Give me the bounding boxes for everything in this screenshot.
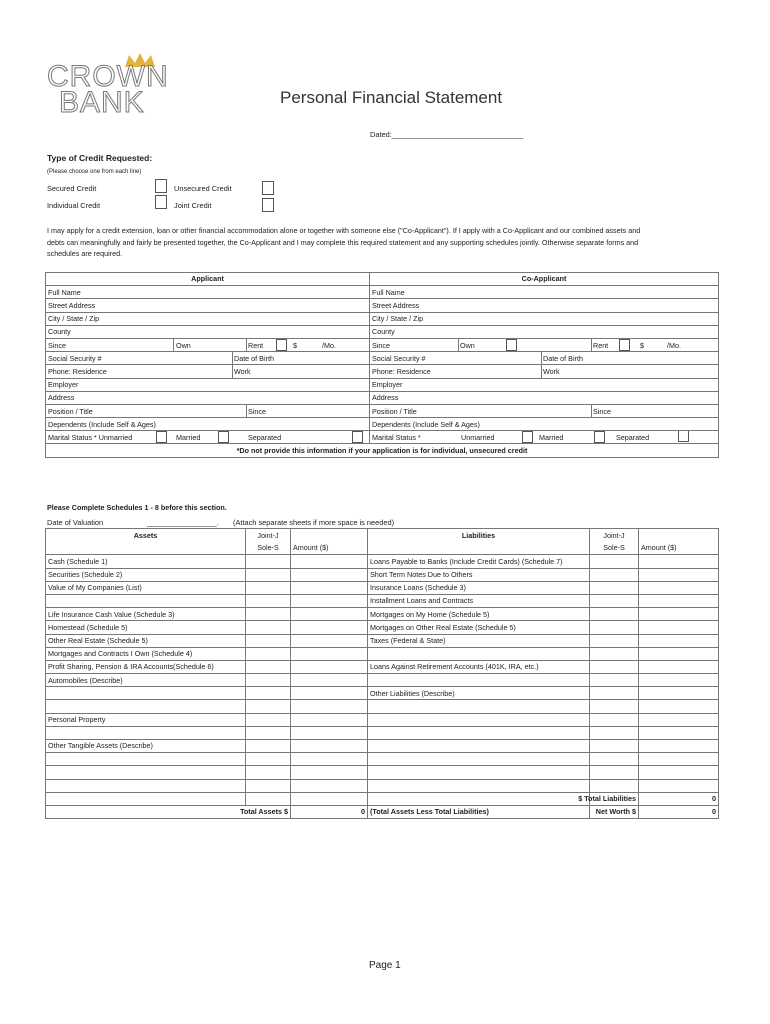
coapplicant-work[interactable]: Work: [543, 367, 560, 377]
liability-item[interactable]: [368, 713, 590, 726]
liability-amount[interactable]: [639, 687, 719, 700]
liability-item[interactable]: Mortgages on My Home (Schedule 5): [368, 608, 590, 621]
applicant-own: Own: [176, 340, 191, 350]
liability-item[interactable]: [368, 753, 590, 766]
liability-item[interactable]: Insurance Loans (Schedule 3): [368, 581, 590, 594]
liability-joint-sole[interactable]: [590, 726, 639, 739]
liability-joint-sole[interactable]: [590, 660, 639, 673]
disclaimer-line-3: schedules are required.: [47, 249, 123, 258]
asset-item[interactable]: [46, 687, 246, 700]
applicant-since-row: [46, 338, 370, 351]
financial-row: [46, 634, 719, 647]
liability-joint-sole[interactable]: [590, 581, 639, 594]
logo-line-2: BANK: [59, 86, 145, 119]
liability-joint-sole[interactable]: [590, 713, 639, 726]
asset-item[interactable]: [46, 726, 246, 739]
applicant-ssn-row: [46, 352, 370, 365]
dated-field[interactable]: Dated:________________________________: [370, 130, 524, 139]
coapplicant-married-checkbox[interactable]: [594, 431, 605, 443]
financial-row: [46, 621, 719, 634]
liabilities-joint-header: Joint-J: [590, 529, 639, 542]
asset-amount[interactable]: [291, 687, 368, 700]
liability-joint-sole[interactable]: [590, 594, 639, 607]
liability-item[interactable]: Loans Payable to Banks (Include Credit Cards) (Schedule 7): [368, 555, 590, 568]
coapplicant-dollar: $: [640, 340, 644, 350]
asset-item[interactable]: Value of My Companies (List): [46, 581, 246, 594]
coapplicant-position-row: [370, 404, 719, 417]
asset-joint-sole[interactable]: [246, 700, 291, 713]
liability-joint-sole[interactable]: [590, 700, 639, 713]
applicant-marital-unmarried: Marital Status * Unmarried: [48, 433, 133, 443]
asset-amount[interactable]: [291, 700, 368, 713]
asset-joint-sole[interactable]: [246, 660, 291, 673]
liability-amount[interactable]: [639, 594, 719, 607]
asset-amount[interactable]: [291, 634, 368, 647]
liability-item[interactable]: Other Liabilities (Describe): [368, 687, 590, 700]
liability-amount[interactable]: [639, 766, 719, 779]
financial-row: [46, 726, 719, 739]
asset-amount[interactable]: [291, 647, 368, 660]
applicant-full-name[interactable]: Full Name: [46, 286, 370, 299]
liability-amount[interactable]: [639, 700, 719, 713]
bank-logo: [47, 60, 172, 120]
liability-amount[interactable]: [639, 740, 719, 753]
asset-item[interactable]: Life Insurance Cash Value (Schedule 3): [46, 608, 246, 621]
coapplicant-dependents[interactable]: Dependents (Include Self & Ages): [370, 418, 719, 431]
financial-row: [46, 555, 719, 568]
secured-credit-checkbox[interactable]: [155, 179, 167, 193]
coapplicant-street[interactable]: Street Address: [370, 299, 719, 312]
assets-sole-header: Sole-S: [246, 542, 291, 555]
liability-amount[interactable]: [639, 621, 719, 634]
coapplicant-employer[interactable]: Employer: [370, 378, 719, 391]
marital-footnote: *Do not provide this information if your application is for individual, unsecured credit: [46, 444, 719, 457]
asset-item[interactable]: [46, 779, 246, 792]
individual-credit-label: Individual Credit: [47, 201, 100, 210]
asset-amount[interactable]: [291, 726, 368, 739]
liability-joint-sole[interactable]: [590, 674, 639, 687]
assets-joint-header: Joint-J: [246, 529, 291, 542]
liability-amount[interactable]: [639, 660, 719, 673]
applicant-separated: Separated: [248, 433, 282, 443]
net-worth-label: Net Worth $: [590, 805, 639, 818]
liability-joint-sole[interactable]: [590, 766, 639, 779]
applicant-phone[interactable]: Phone: Residence: [48, 367, 107, 377]
coapplicant-ssn-row: [370, 352, 719, 365]
asset-joint-sole[interactable]: [246, 740, 291, 753]
liability-item[interactable]: Short Term Notes Due to Others: [368, 568, 590, 581]
applicant-county[interactable]: County: [46, 325, 370, 338]
credit-type-heading: Type of Credit Requested:: [47, 153, 153, 163]
applicant-marital-row: [46, 431, 370, 444]
applicant-dollar: $: [293, 340, 297, 350]
credit-type-note: (Please choose one from each line): [47, 169, 142, 175]
financial-statement-table: [45, 528, 719, 819]
financial-row: [46, 766, 719, 779]
applicant-separated-checkbox[interactable]: [352, 431, 363, 443]
asset-joint-sole[interactable]: [246, 555, 291, 568]
liability-amount[interactable]: [639, 634, 719, 647]
assets-amount-header: Amount ($): [291, 542, 368, 555]
asset-item[interactable]: Securities (Schedule 2): [46, 568, 246, 581]
coapplicant-separated: Separated: [616, 433, 650, 443]
liability-joint-sole[interactable]: [590, 779, 639, 792]
asset-item[interactable]: Mortgages and Contracts I Own (Schedule 4): [46, 647, 246, 660]
individual-credit-checkbox[interactable]: [155, 195, 167, 209]
asset-amount[interactable]: [291, 713, 368, 726]
asset-amount[interactable]: [291, 740, 368, 753]
unsecured-credit-label: Unsecured Credit: [174, 184, 232, 193]
coapplicant-own-checkbox[interactable]: [506, 339, 517, 351]
asset-joint-sole[interactable]: [246, 568, 291, 581]
coapplicant-address[interactable]: Address: [370, 391, 719, 404]
liabilities-header: Liabilities: [368, 529, 590, 542]
coapplicant-per-month: /Mo.: [667, 340, 681, 350]
coapplicant-since-row: [370, 338, 719, 351]
applicant-street[interactable]: Street Address: [46, 299, 370, 312]
coapplicant-since[interactable]: Since: [372, 340, 390, 350]
applicant-dependents[interactable]: Dependents (Include Self & Ages): [46, 418, 370, 431]
coapplicant-unmarried-checkbox[interactable]: [522, 431, 533, 443]
applicant-position[interactable]: Position / Title: [48, 406, 93, 416]
liability-amount[interactable]: [639, 568, 719, 581]
disclaimer-line-2: debts can meaningfully and fairly be presented together, the Co-Applicant and I may complete this required statement and any supporting schedules jointly. Otherwise separate forms and: [47, 238, 639, 247]
asset-item[interactable]: Homestead (Schedule 5): [46, 621, 246, 634]
financial-row: [46, 608, 719, 621]
financial-row: [46, 700, 719, 713]
liability-joint-sole[interactable]: [590, 753, 639, 766]
total-assets-value: 0: [291, 805, 368, 818]
financial-row: [46, 753, 719, 766]
liability-item[interactable]: Loans Against Retirement Accounts (401K, IRA, etc.): [368, 660, 590, 673]
applicant-position-since[interactable]: Since: [248, 406, 266, 416]
coapplicant-full-name[interactable]: Full Name: [370, 286, 719, 299]
financial-row: [46, 779, 719, 792]
coapplicant-phone[interactable]: Phone: Residence: [372, 367, 431, 377]
joint-credit-label: Joint Credit: [174, 201, 212, 210]
liability-amount[interactable]: [639, 581, 719, 594]
liability-joint-sole[interactable]: [590, 568, 639, 581]
financial-row: [46, 660, 719, 673]
asset-joint-sole[interactable]: [246, 674, 291, 687]
applicant-rent: Rent: [248, 340, 264, 350]
applicant-per-month: /Mo.: [322, 340, 336, 350]
applicant-work[interactable]: Work: [234, 367, 251, 377]
applicant-city[interactable]: City / State / Zip: [46, 312, 370, 325]
asset-amount[interactable]: [291, 594, 368, 607]
liability-amount[interactable]: [639, 647, 719, 660]
total-liabilities-value: 0: [639, 792, 719, 805]
liability-item[interactable]: [368, 726, 590, 739]
coapplicant-own: Own: [460, 340, 475, 350]
liability-amount[interactable]: [639, 608, 719, 621]
total-assets-label: Total Assets $: [46, 805, 291, 818]
liability-amount[interactable]: [639, 726, 719, 739]
asset-joint-sole[interactable]: [246, 779, 291, 792]
applicant-table: [45, 272, 719, 458]
attach-note: (Attach separate sheets if more space is needed): [233, 518, 395, 527]
coapplicant-header: Co-Applicant: [370, 273, 719, 286]
asset-item[interactable]: Other Real Estate (Schedule 5): [46, 634, 246, 647]
financial-row: [46, 647, 719, 660]
asset-joint-sole[interactable]: [246, 726, 291, 739]
coapplicant-marital-row: [370, 431, 719, 444]
asset-item[interactable]: Other Tangible Assets (Describe): [46, 740, 246, 753]
coapplicant-dob[interactable]: Date of Birth: [543, 354, 583, 364]
coapplicant-position-since[interactable]: Since: [593, 406, 611, 416]
asset-amount[interactable]: [291, 660, 368, 673]
coapplicant-married: Married: [539, 433, 564, 443]
asset-joint-sole[interactable]: [246, 766, 291, 779]
coapplicant-marital: Marital Status *: [372, 433, 421, 443]
coapplicant-position[interactable]: Position / Title: [372, 406, 417, 416]
asset-joint-sole[interactable]: [246, 621, 291, 634]
assets-header: Assets: [46, 529, 246, 542]
liability-amount[interactable]: [639, 779, 719, 792]
liability-amount[interactable]: [639, 753, 719, 766]
coapplicant-rent: Rent: [593, 340, 609, 350]
applicant-married-checkbox[interactable]: [218, 431, 229, 443]
total-liabilities-label: Total Liabilities $: [590, 792, 639, 805]
asset-joint-sole[interactable]: [246, 687, 291, 700]
liability-amount[interactable]: [639, 713, 719, 726]
liability-joint-sole[interactable]: [590, 608, 639, 621]
liability-item[interactable]: Taxes (Federal & State): [368, 634, 590, 647]
financial-row: [46, 687, 719, 700]
valuation-date-field[interactable]: _________________.: [147, 518, 219, 527]
financial-row: [46, 594, 719, 607]
net-worth-note: (Total Assets Less Total Liabilities): [368, 805, 590, 818]
asset-amount[interactable]: [291, 621, 368, 634]
applicant-address[interactable]: Address: [46, 391, 370, 404]
asset-joint-sole[interactable]: [246, 594, 291, 607]
liability-item[interactable]: Mortgages on Other Real Estate (Schedule 5): [368, 621, 590, 634]
asset-amount[interactable]: [291, 766, 368, 779]
asset-amount[interactable]: [291, 608, 368, 621]
asset-item[interactable]: Personal Property: [46, 713, 246, 726]
liability-item[interactable]: [368, 766, 590, 779]
applicant-since[interactable]: Since: [48, 340, 66, 350]
page-title: Personal Financial Statement: [280, 88, 503, 107]
coapplicant-separated-checkbox[interactable]: [678, 431, 689, 443]
liability-joint-sole[interactable]: [590, 621, 639, 634]
asset-joint-sole[interactable]: [246, 713, 291, 726]
asset-item[interactable]: Cash (Schedule 1): [46, 555, 246, 568]
unsecured-credit-checkbox[interactable]: [262, 181, 274, 195]
applicant-phone-row: [46, 365, 370, 378]
asset-item[interactable]: [46, 766, 246, 779]
page-number: Page 1: [369, 960, 401, 971]
liability-joint-sole[interactable]: [590, 555, 639, 568]
schedules-instruction: Please Complete Schedules 1 - 8 before this section.: [47, 503, 227, 512]
liability-item[interactable]: Installment Loans and Contracts: [368, 594, 590, 607]
coapplicant-unmarried: Unmarried: [461, 433, 495, 443]
asset-amount[interactable]: [291, 779, 368, 792]
liability-joint-sole[interactable]: [590, 740, 639, 753]
asset-item[interactable]: [46, 753, 246, 766]
asset-item[interactable]: [46, 594, 246, 607]
liabilities-sole-header: Sole-S: [590, 542, 639, 555]
coapplicant-ssn[interactable]: Social Security #: [372, 354, 426, 364]
liability-joint-sole[interactable]: [590, 647, 639, 660]
liability-item[interactable]: [368, 647, 590, 660]
logo-line-1: CROWN: [47, 60, 169, 93]
asset-amount[interactable]: [291, 753, 368, 766]
asset-joint-sole[interactable]: [246, 634, 291, 647]
financial-row: [46, 740, 719, 753]
asset-joint-sole[interactable]: [246, 647, 291, 660]
applicant-header: Applicant: [46, 273, 370, 286]
coapplicant-city[interactable]: City / State / Zip: [370, 312, 719, 325]
applicant-ssn[interactable]: Social Security #: [48, 354, 102, 364]
liability-item[interactable]: [368, 740, 590, 753]
coapplicant-rent-checkbox[interactable]: [619, 339, 630, 351]
disclaimer-line-1: I may apply for a credit extension, loan or other financial accommodation alone or together with someone else ("Co-Applicant"). If I apply with a Co-Applicant and our combined assets and: [47, 226, 641, 235]
net-worth-value: 0: [639, 805, 719, 818]
liability-item[interactable]: [368, 674, 590, 687]
asset-amount[interactable]: [291, 581, 368, 594]
liability-amount[interactable]: [639, 674, 719, 687]
applicant-rent-checkbox[interactable]: [276, 339, 287, 351]
asset-item[interactable]: Automobiles (Describe): [46, 674, 246, 687]
liability-joint-sole[interactable]: [590, 634, 639, 647]
applicant-dob[interactable]: Date of Birth: [234, 354, 274, 364]
asset-item[interactable]: [46, 700, 246, 713]
liabilities-amount-header: Amount ($): [639, 542, 719, 555]
asset-amount[interactable]: [291, 674, 368, 687]
financial-row: [46, 674, 719, 687]
valuation-label: Date of Valuation: [47, 518, 104, 527]
liability-item[interactable]: [368, 779, 590, 792]
financial-row: [46, 581, 719, 594]
liability-amount[interactable]: [639, 555, 719, 568]
joint-credit-checkbox[interactable]: [262, 198, 274, 212]
asset-amount[interactable]: [291, 555, 368, 568]
applicant-employer[interactable]: Employer: [46, 378, 370, 391]
coapplicant-phone-row: [370, 365, 719, 378]
financial-row: [46, 568, 719, 581]
applicant-position-row: [46, 404, 370, 417]
financial-row: [46, 713, 719, 726]
asset-amount[interactable]: [291, 568, 368, 581]
applicant-married: Married: [176, 433, 201, 443]
asset-joint-sole[interactable]: [246, 581, 291, 594]
asset-joint-sole[interactable]: [246, 753, 291, 766]
asset-item[interactable]: Profit Sharing, Pension & IRA Accounts(Schedule 6): [46, 660, 246, 673]
asset-joint-sole[interactable]: [246, 608, 291, 621]
secured-credit-label: Secured Credit: [47, 184, 97, 193]
liability-joint-sole[interactable]: [590, 687, 639, 700]
liability-item[interactable]: [368, 700, 590, 713]
applicant-unmarried-checkbox[interactable]: [156, 431, 167, 443]
coapplicant-county[interactable]: County: [370, 325, 719, 338]
